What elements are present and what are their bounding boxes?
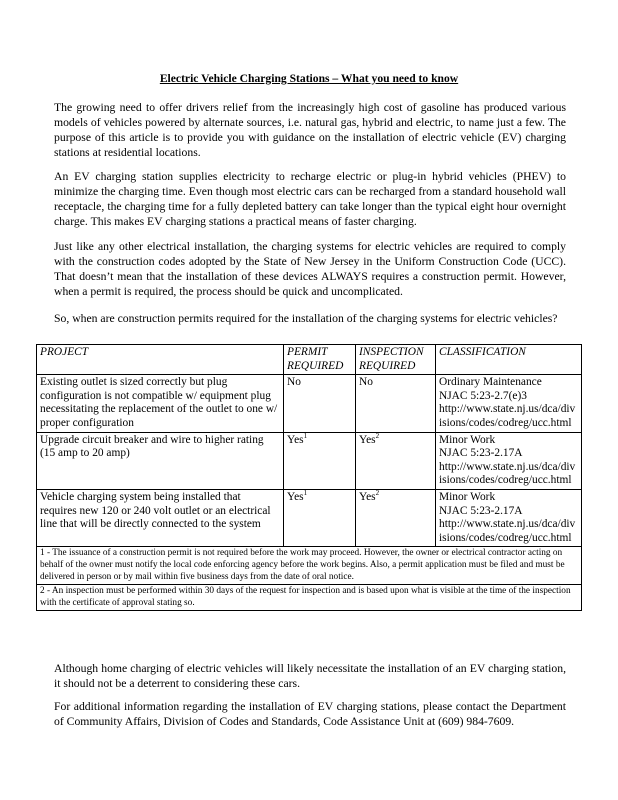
classification-link[interactable]: http://www.state.nj.us/dca/divisions/codes/codreg/ucc.html: [439, 403, 576, 429]
header-classification: CLASSIFICATION: [436, 345, 582, 375]
header-inspection-required: INSPECTION REQUIRED: [356, 345, 436, 375]
header-project: PROJECT: [37, 345, 284, 375]
classification-name: Minor Work: [439, 433, 496, 446]
conclusion-paragraph: Although home charging of electric vehicles will likely necessitate the installation of an EV charging station, it should not be a deterrent to considering these cars.: [54, 662, 566, 690]
classification-link[interactable]: http://www.state.nj.us/dca/divisions/codes/codreg/ucc.html: [439, 460, 576, 487]
table-row: [37, 489, 582, 546]
inspection-footnote-ref: 2: [375, 489, 380, 498]
permit-requirements-table: [36, 344, 582, 611]
permit-cell: [284, 432, 356, 489]
project-cell: Vehicle charging system being installed that requires new 120 or 240 volt outlet or an electrical line that will be directly connected to the system: [37, 489, 284, 546]
code-compliance-paragraph: Just like any other electrical installation, the charging systems for electric vehicles are required to comply with the construction codes adopted by the State of New Jersey in the Uniform Construction Code (UCC). That doesn’t mean that the installation of these devices ALWAYS requires a construction permit. However, when a permit is required, the process should be quick and uncomplicated.: [54, 240, 566, 298]
classification-link[interactable]: http://www.state.nj.us/dca/divisions/codes/codreg/ucc.html: [439, 518, 576, 544]
classification-code: NJAC 5:23-2.17A: [439, 447, 523, 460]
permit-value: No: [287, 376, 301, 389]
permit-footnote-ref: 1: [303, 489, 308, 498]
inspection-cell: [356, 375, 436, 432]
inspection-value: Yes: [359, 433, 376, 446]
inspection-cell: [356, 489, 436, 546]
intro-paragraph: The growing need to offer drivers relief from the increasingly high cost of gasoline has produced various models of vehicles powered by alternate sources, i.e. natural gas, hybrid and electric, to name just a few. The purpose of this article is to provide you with guidance on the installation of electric vehicle (EV) charging stations at residential locations.: [54, 101, 566, 159]
inspection-footnote-ref: 2: [375, 431, 380, 440]
charging-station-paragraph: An EV charging station supplies electricity to recharge electric or plug-in hybrid vehicles (PHEV) to minimize the charging time. Even though most electric cars can be recharged from a standard household wall receptacle, the charging time for a fully depleted battery can take longer than the typical eight hour overnight charge. This makes EV charging stations a practical means of faster charging.: [54, 170, 566, 228]
footnote-row: [37, 547, 582, 585]
inspection-cell: [356, 432, 436, 489]
classification-cell: [436, 375, 582, 432]
classification-code: NJAC 5:23-2.7(e)3: [439, 389, 527, 402]
permit-footnote-ref: 1: [303, 431, 308, 440]
footnote-row: [37, 585, 582, 611]
permit-question-paragraph: So, when are construction permits required for the installation of the charging systems for electric vehicles?: [54, 312, 558, 325]
classification-code: NJAC 5:23-2.17A: [439, 504, 523, 517]
permit-cell: [284, 375, 356, 432]
permit-value: Yes: [287, 490, 304, 503]
footnote-2: 2 - An inspection must be performed within 30 days of the request for inspection and is based upon what is visible at the time of the inspection with the certificate of approval stating so.: [37, 585, 582, 611]
contact-paragraph: For additional information regarding the installation of EV charging stations, please contact the Department of Community Affairs, Division of Codes and Standards, Code Assistance Unit at (609) 984-7609.: [54, 700, 566, 728]
project-cell: Upgrade circuit breaker and wire to higher rating (15 amp to 20 amp): [37, 432, 284, 489]
classification-cell: [436, 432, 582, 489]
header-permit-required: PERMIT REQUIRED: [284, 345, 356, 375]
document-title: Electric Vehicle Charging Stations – What you need to know: [159, 72, 459, 85]
inspection-value: Yes: [359, 490, 376, 503]
permit-cell: [284, 489, 356, 546]
classification-cell: [436, 489, 582, 546]
classification-name: Ordinary Maintenance: [439, 376, 542, 389]
inspection-value: No: [359, 376, 373, 389]
table-row: [37, 375, 582, 432]
footnote-1: 1 - The issuance of a construction permit is not required before the work may proceed. However, the owner or electrical contractor acting on behalf of the owner must notify the local code enforcing agency before the work begins. Also, a permit application must be filed and must be delivered in person or by mail within five business days from the date of oral notice.: [37, 547, 582, 585]
project-cell: Existing outlet is sized correctly but plug configuration is not compatible w/ equipment plug necessitating the replacement of the outlet to one w/ proper configuration: [37, 375, 284, 432]
classification-name: Minor Work: [439, 490, 496, 503]
table-row: [37, 432, 582, 489]
table-header-row: [37, 345, 582, 375]
permit-value: Yes: [287, 433, 304, 446]
